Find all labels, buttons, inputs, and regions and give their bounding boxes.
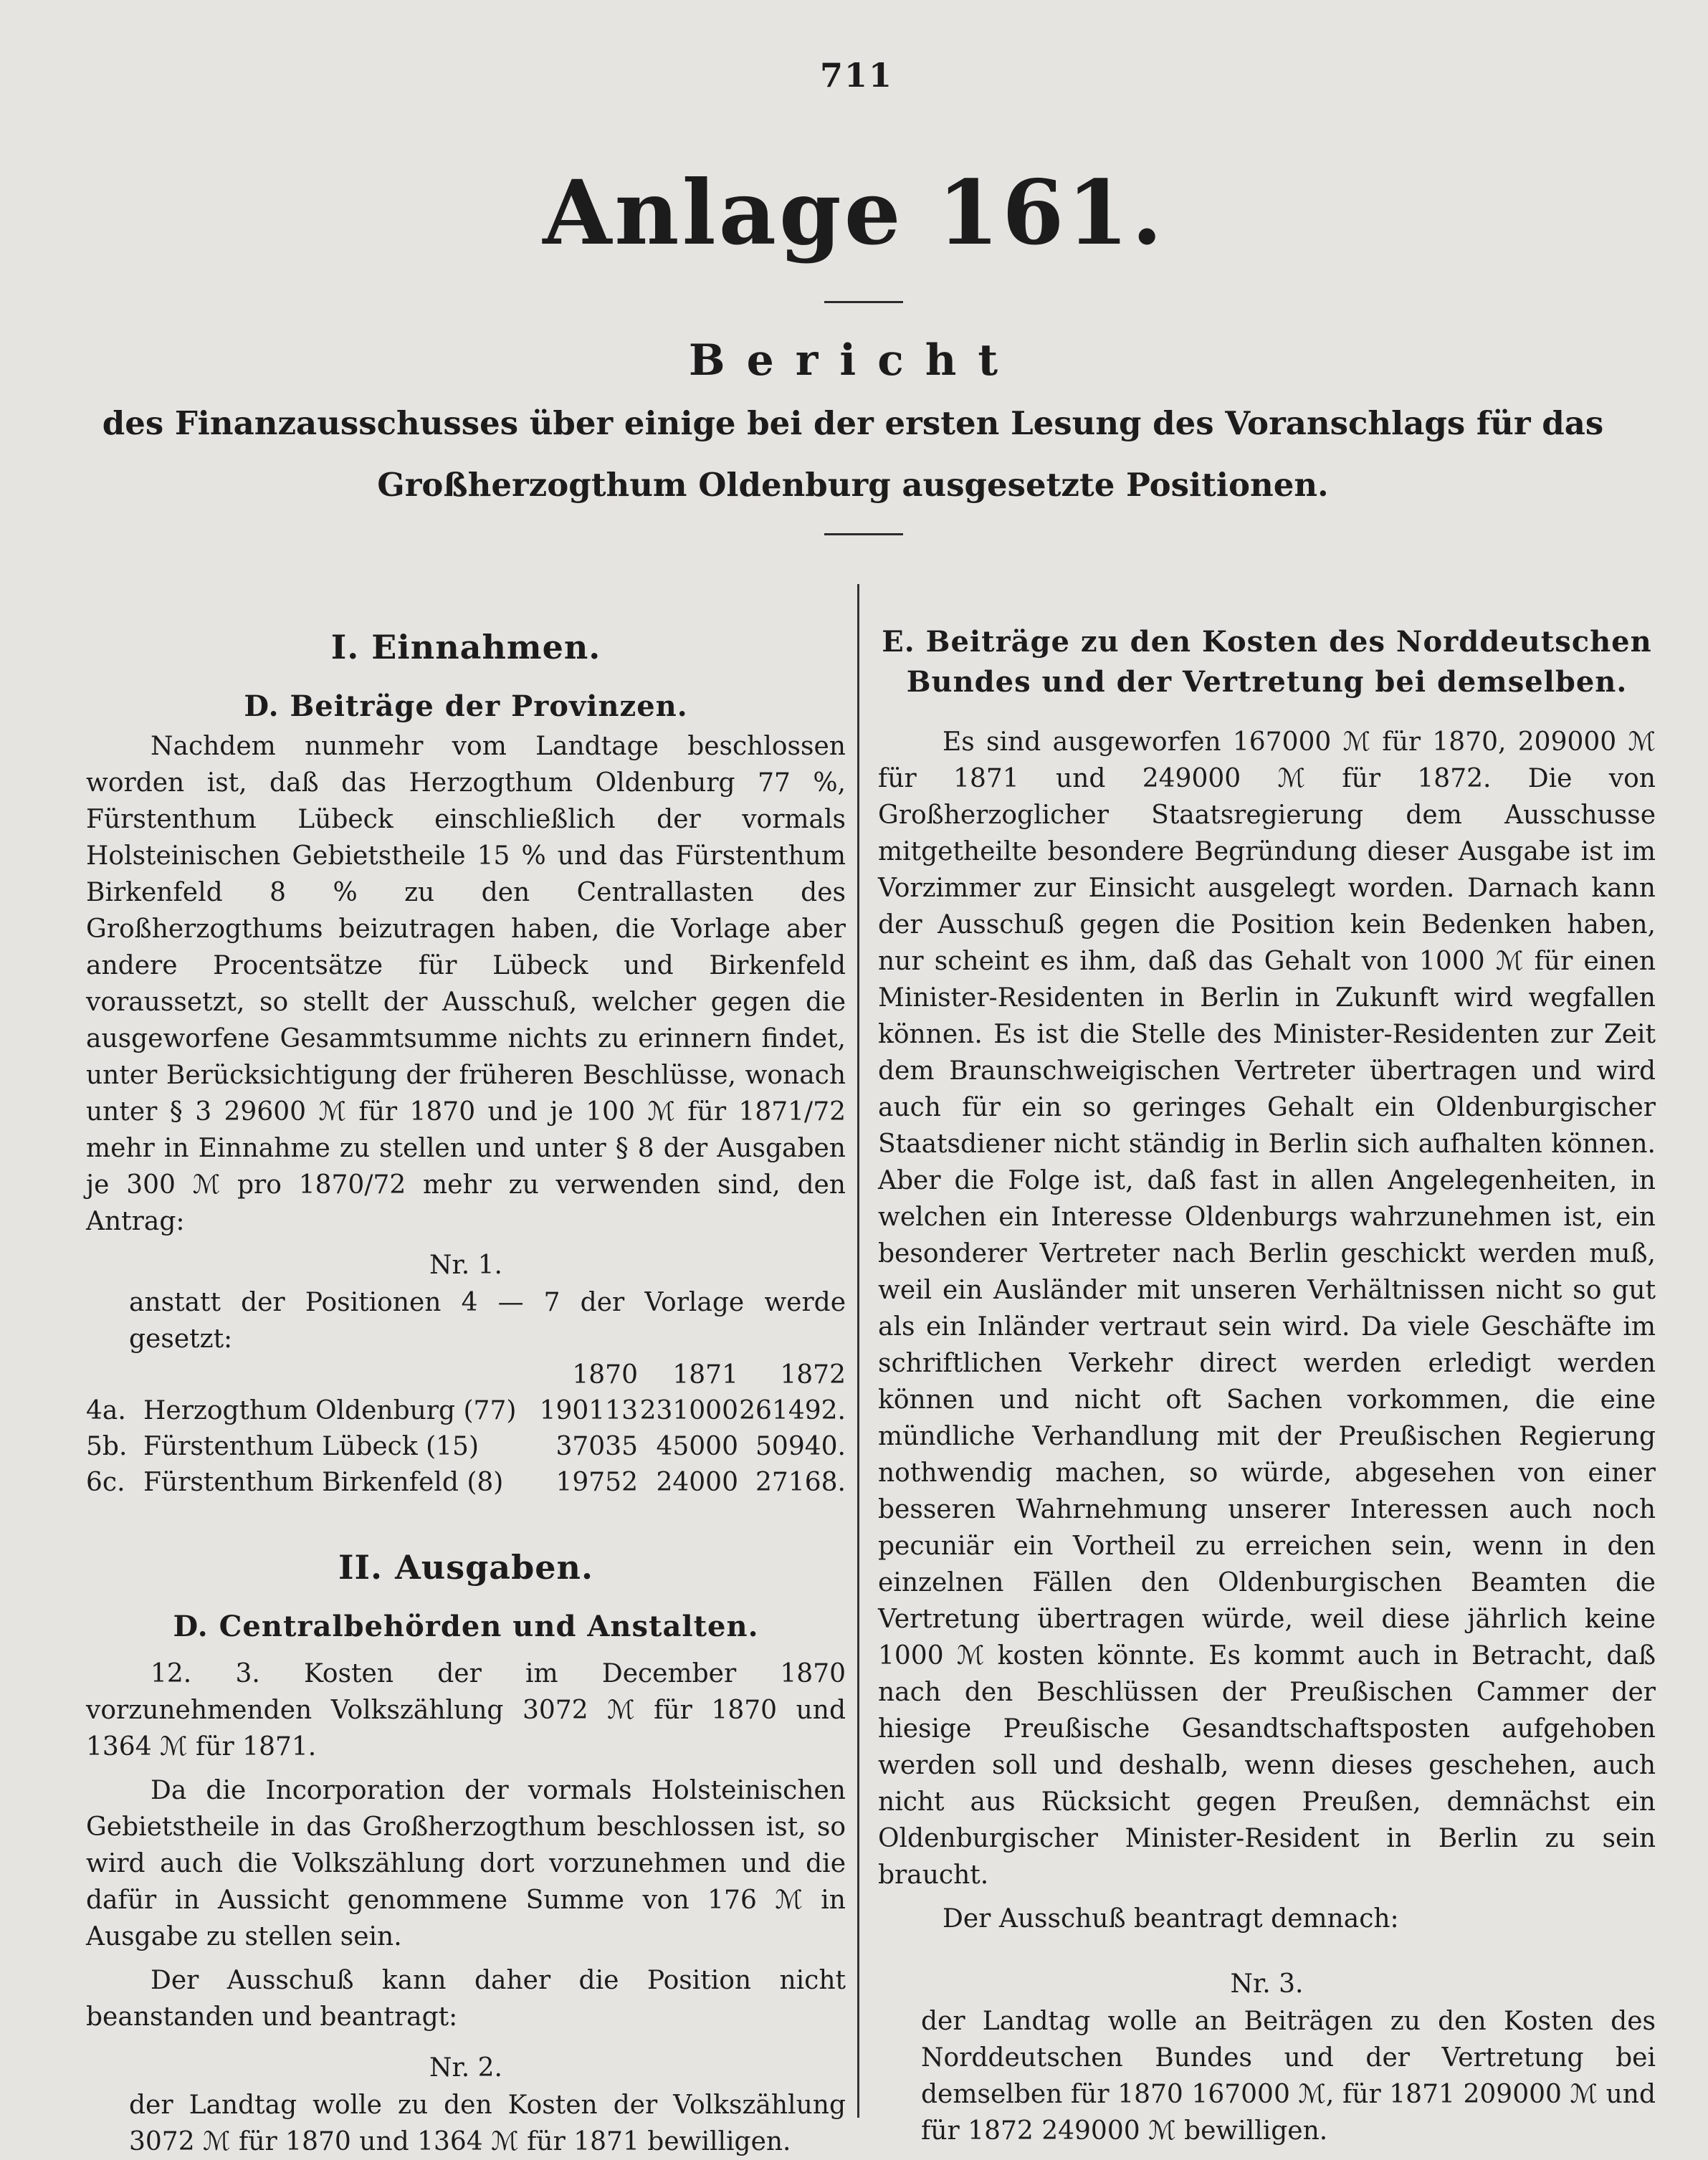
right-column xyxy=(878,622,1656,2149)
motion-2-text: der Landtag wolle zu den Kosten der Volkszählung 3072 ℳ für 1870 und 1364 ℳ für 1871 bewilligen. xyxy=(129,2090,846,2156)
position-code: 4a. xyxy=(86,1396,126,1425)
table-row xyxy=(86,1465,846,1501)
anlage-title: Anlage 161. xyxy=(543,161,1165,265)
paragraph-ausschuss-demnach: Der Ausschuß beantragt demnach: xyxy=(943,1904,1399,1934)
position-name: Fürstenthum Lübeck (15) xyxy=(143,1432,479,1461)
subtitle-rule xyxy=(824,533,903,535)
position-value: 37035 xyxy=(555,1432,638,1461)
position-value: 231000 xyxy=(639,1396,738,1425)
motion-number-3: Nr. 3. xyxy=(1230,1969,1304,1999)
position-value: 190113 xyxy=(539,1396,638,1425)
motion-1-intro: anstatt der Positionen 4 — 7 der Vorlage werde gesetzt: xyxy=(129,1288,846,1354)
position-value: 27168. xyxy=(755,1468,846,1497)
section-heading-beitraege-bund: E. Beiträge zu den Kosten des Norddeutschen Bundes und der Vertretung bei demselben. xyxy=(882,625,1652,699)
page-number: 711 xyxy=(819,56,894,95)
position-code: 6c. xyxy=(86,1468,125,1497)
position-name: Fürstenthum Birkenfeld (8) xyxy=(143,1468,504,1497)
position-code: 5b. xyxy=(86,1432,128,1461)
positions-table xyxy=(86,1357,846,1501)
subsection-heading-provinzen: D. Beiträge der Provinzen. xyxy=(244,689,688,723)
table-row xyxy=(86,1429,846,1465)
title-rule xyxy=(824,301,903,303)
position-value: 50940. xyxy=(755,1432,846,1461)
motion-number-2: Nr. 2. xyxy=(429,2053,502,2083)
position-value: 261492. xyxy=(739,1396,846,1425)
table-row xyxy=(86,1393,846,1429)
paragraph-volkszaehlung-position: 12. 3. Kosten der im December 1870 vorzunehmenden Volkszählung 3072 ℳ für 1870 und 1364 ℳ für 1871. xyxy=(86,1659,846,1762)
paragraph-incorporation: Da die Incorporation der vormals Holsteinischen Gebietstheile in das Großherzogthum beschlossen ist, so wird auch die Volkszählung dort vorzunehmen und die dafür in Aussicht genommene Summe von 176 ℳ in Ausgabe zu stellen sein. xyxy=(86,1776,846,1951)
column-divider xyxy=(857,584,859,2118)
table-header-row xyxy=(86,1357,846,1393)
position-name: Herzogthum Oldenburg (77) xyxy=(143,1396,517,1425)
paragraph-provinzen: Nachdem nunmehr vom Landtage beschlossen worden ist, daß das Herzogthum Oldenburg 77 %, Fürstenthum Lübeck einschließlich der vormals Holsteinischen Gebietstheile 15 % und das Fürstenthum Birkenfeld 8 % zu den Centrallasten des Großherzogthums beizutragen haben, die Vorlage aber andere Procentsätze für Lübeck und Birkenfeld voraussetzt, so stellt der Ausschuß, welcher gegen die ausgeworfene Gesammtsumme nichts zu erinnern findet, unter Berücksichtigung der früheren Beschlüsse, wonach unter § 3 29600 ℳ für 1870 und je 100 ℳ für 1871/72 mehr in Einnahme zu stellen und unter § 8 der Ausgaben je 300 ℳ pro 1870/72 mehr zu verwenden sind, den Antrag: xyxy=(86,732,846,1236)
year-header: 1870 xyxy=(572,1360,638,1390)
year-header: 1871 xyxy=(672,1360,738,1390)
position-value: 24000 xyxy=(656,1468,738,1497)
position-value: 19752 xyxy=(555,1468,638,1497)
paragraph-ausschuss-beantragt: Der Ausschuß kann daher die Position nicht beanstanden und beantragt: xyxy=(86,1966,846,2032)
section-heading-einnahmen: I. Einnahmen. xyxy=(330,628,601,666)
left-column xyxy=(86,623,846,2160)
paragraph-beitraege-bund: Es sind ausgeworfen 167000 ℳ für 1870, 209000 ℳ für 1871 und 249000 ℳ für 1872. Die von Großherzoglicher Staatsregierung dem Ausschusse mitgetheilte besondere Begründung dieser Ausgabe ist im Vorzimmer zur Einsicht ausgelegt worden. Darnach kann der Ausschuß gegen die Position kein Bedenken haben, nur scheint es ihm, daß das Gehalt von 1000 ℳ für einen Minister-Residenten in Berlin in Zukunft wird wegfallen können. Es ist die Stelle des Minister-Residenten zur Zeit dem Braunschweigischen Vertreter übertragen und wird auch für ein so geringes Gehalt ein Oldenburgischer Staatsdiener nicht ständig in Berlin sich aufhalten können. Aber die Folge ist, daß fast in allen Angelegenheiten, in welchen ein Interesse Oldenburgs wahrzunehmen ist, ein besonderer Vertreter nach Berlin geschickt werden muß, weil ein Ausländer mit unseren Verhältnissen nicht so gut als ein Inländer vertraut sein wird. Da viele Geschäfte im schriftlichen Verkehr direct werden erledigt werden können und nicht oft Sachen vorkommen, die eine mündliche Verhandlung mit der Preußischen Regierung nothwendig machen, so würde, abgesehen von einer besseren Wahrnehmung unserer Interessen auch noch pecuniär ein Vortheil zu erreichen sein, wenn in den einzelnen Fällen den Oldenburgischen Beamten die Vertretung übertragen würde, weil diese jährlich keine 1000 ℳ kosten könnte. Es kommt auch in Betracht, daß nach den Beschlüssen der Preußischen Cammer der hiesige Preußische Gesandtschaftsposten aufgehoben werden soll und deshalb, wenn dieses geschehen, auch nicht aus Rücksicht gegen Preußen, demnächst ein Oldenburgischer Minister-Resident in Berlin zu sein braucht. xyxy=(878,727,1656,1890)
motion-number-1: Nr. 1. xyxy=(429,1251,502,1280)
bericht-title: Bericht xyxy=(688,335,1020,386)
subsection-heading-centralbehoerden: D. Centralbehörden und Anstalten. xyxy=(173,1610,759,1643)
year-header: 1872 xyxy=(780,1360,846,1390)
section-heading-ausgaben: II. Ausgaben. xyxy=(338,1548,593,1587)
motion-3-text: der Landtag wolle an Beiträgen zu den Kosten des Norddeutschen Bundes und der Vertretung bei demselben für 1870 167000 ℳ, für 1871 209000 ℳ und für 1872 249000 ℳ bewilligen. xyxy=(921,2007,1656,2146)
report-subtitle: des Finanzausschusses über einige bei der ersten Lesung des Voranschlags für das Großherzogthum Oldenburg ausgesetzte Positionen. xyxy=(102,404,1604,504)
position-value: 45000 xyxy=(656,1432,738,1461)
